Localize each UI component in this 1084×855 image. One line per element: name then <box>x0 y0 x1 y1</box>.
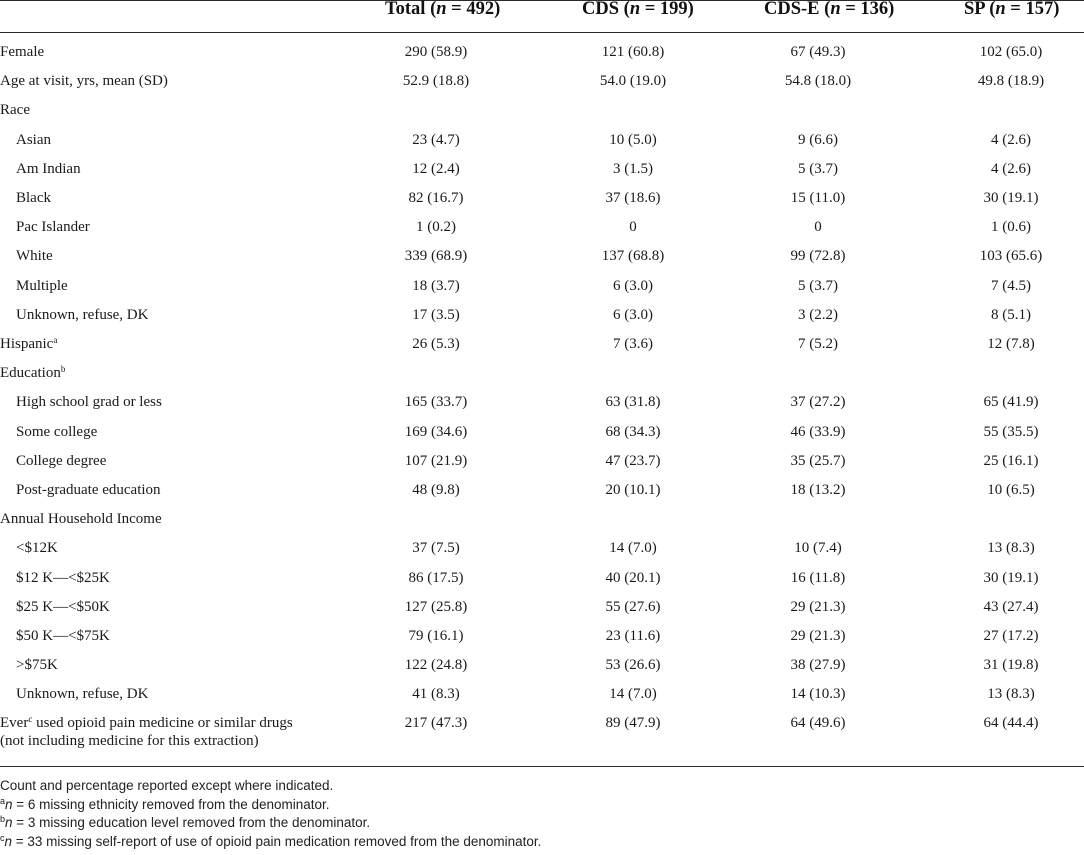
table-cell: 7 (5.2) <box>798 336 838 352</box>
table-row <box>0 67 1084 96</box>
table-row <box>0 680 1084 709</box>
table-cell: 38 (27.9) <box>790 657 846 674</box>
table-cell: 52.9 (18.8) <box>402 73 470 90</box>
row-label-second-line: (not including medicine for this extraction) <box>0 732 259 749</box>
row-label-text: Hispanic <box>0 336 54 352</box>
table-row <box>0 301 1084 330</box>
table-cell: 14 (7.0) <box>609 540 657 557</box>
table-cell: 18 (13.2) <box>790 482 846 498</box>
row-label <box>16 301 148 330</box>
table-top-rule <box>0 0 1084 1</box>
table-row <box>0 155 1084 184</box>
row-label <box>16 593 110 622</box>
row-label <box>16 680 148 709</box>
table-row <box>0 593 1084 622</box>
row-label-text: Am Indian <box>16 160 81 177</box>
row-label <box>16 388 162 417</box>
n-symbol: n <box>5 796 13 812</box>
table-cell: 27 (17.2) <box>983 628 1039 644</box>
table-cell: 49.8 (18.9) <box>977 73 1045 90</box>
table-cell: 13 (8.3) <box>987 540 1035 557</box>
table-cell: 86 (17.5) <box>408 569 464 586</box>
table-row <box>0 447 1084 476</box>
table-cell: 16 (11.8) <box>790 569 846 586</box>
table-cell: 82 (16.7) <box>408 190 464 206</box>
table-cell: 5 (3.7) <box>798 277 838 294</box>
row-label <box>16 447 106 476</box>
table-cell: 13 (8.3) <box>987 686 1035 703</box>
table-cell: 30 (19.1) <box>983 190 1039 206</box>
column-header-total-label: Total <box>385 0 426 19</box>
row-label <box>16 213 90 242</box>
row-label-text: Pac Islander <box>16 219 90 236</box>
row-label <box>16 651 58 680</box>
column-header-total: Total (n = 492) <box>385 0 501 19</box>
table-cell: 10 (6.5) <box>987 482 1035 498</box>
table-row <box>0 710 1084 756</box>
table-cell: 31 (19.8) <box>983 657 1039 674</box>
n-symbol: n <box>995 0 1006 19</box>
table-cell: 46 (33.9) <box>790 423 846 440</box>
table-cell: 53 (26.6) <box>605 657 661 674</box>
footnote-text: = 6 missing ethnicity removed from the denominator. <box>12 796 330 812</box>
table-cell: 29 (21.3) <box>790 598 846 615</box>
row-label-text-continued: used opioid pain medicine or similar drugs <box>32 714 293 731</box>
footnote-b <box>0 814 541 833</box>
table-cell: 339 (68.9) <box>404 248 468 265</box>
table-cell: 89 (47.9) <box>605 714 661 731</box>
column-header-cds: CDS (n = 199) <box>582 0 694 19</box>
footnote-mark: c <box>0 832 5 843</box>
row-label <box>16 534 58 563</box>
row-label-text: Female <box>0 44 45 60</box>
row-label <box>16 155 81 184</box>
table-cell: 25 (16.1) <box>983 452 1039 469</box>
footnote-a <box>0 796 541 815</box>
table-cell: 15 (11.0) <box>790 190 846 206</box>
table-cell: 7 (4.5) <box>991 277 1031 294</box>
table-row <box>0 242 1084 271</box>
row-label-text: <$12K <box>16 540 58 557</box>
table-cell: 23 (11.6) <box>605 628 661 644</box>
footnote-mark: b <box>0 814 6 824</box>
table-row <box>0 38 1084 67</box>
table-cell: 79 (16.1) <box>408 628 464 644</box>
table-cell: 64 (49.6) <box>790 714 846 731</box>
table-cell: 54.8 (18.0) <box>784 73 852 90</box>
footnote-text: = 3 missing education level removed from the denominator. <box>12 815 371 830</box>
table-row <box>0 505 1084 534</box>
footnote-marker: c <box>28 713 33 724</box>
table-cell: 64 (44.4) <box>983 714 1039 731</box>
table-row <box>0 388 1084 417</box>
table-cell: 6 (3.0) <box>613 306 653 323</box>
row-label <box>0 67 168 96</box>
table-row <box>0 184 1084 213</box>
row-label-text: High school grad or less <box>16 394 162 411</box>
table-cell: 99 (72.8) <box>790 248 846 265</box>
column-header-total-n: 492 <box>466 0 495 19</box>
column-header-cds-e-label: CDS-E <box>764 0 820 19</box>
table-cell: 37 (18.6) <box>605 190 661 206</box>
table-cell: 137 (68.8) <box>601 248 665 265</box>
table-row <box>0 564 1084 593</box>
footnote-general: Count and percentage reported except where indicated. <box>0 778 334 793</box>
table-cell: 3 (1.5) <box>613 160 653 177</box>
table-cell: 26 (5.3) <box>412 336 460 352</box>
table-row <box>0 213 1084 242</box>
table-cell: 169 (34.6) <box>404 423 468 440</box>
table-cell: 0 <box>629 219 637 236</box>
n-symbol: n <box>436 0 447 19</box>
n-symbol: n <box>629 0 641 19</box>
table-cell: 37 (27.2) <box>790 394 846 411</box>
table-row <box>0 126 1084 155</box>
footnote-text: = 33 missing self-report of use of opioid pain medication removed from the denominator. <box>12 833 542 849</box>
table-row <box>0 476 1084 505</box>
table-cell: 9 (6.6) <box>798 131 838 148</box>
table-cell: 48 (9.8) <box>412 482 460 498</box>
column-header-sp-n: 157 <box>1025 0 1054 19</box>
footnote-marker: b <box>60 364 66 375</box>
table-cell: 47 (23.7) <box>605 452 661 469</box>
n-symbol: n <box>4 833 13 849</box>
n-symbol: n <box>830 0 841 19</box>
row-label-text: Multiple <box>16 277 68 294</box>
row-label-text: $50 K—<$75K <box>16 628 110 644</box>
equals-sign: = <box>451 0 462 19</box>
row-label <box>16 476 161 505</box>
table-cell: 18 (3.7) <box>412 277 460 294</box>
footnote-marker: a <box>53 335 58 345</box>
row-label-text: Race <box>0 102 30 119</box>
row-label-text: Education <box>0 365 61 382</box>
table-cell: 37 (7.5) <box>412 540 460 557</box>
table-cell: 55 (27.6) <box>605 598 661 615</box>
table-cell: 55 (35.5) <box>983 423 1039 440</box>
row-label-text: Unknown, refuse, DK <box>16 306 149 323</box>
table-cell: 41 (8.3) <box>412 686 460 703</box>
table-cell: 20 (10.1) <box>605 482 661 498</box>
row-label-text: Post-graduate education <box>16 482 161 498</box>
table-cell: 0 <box>814 219 822 236</box>
equals-sign: = <box>644 0 656 19</box>
column-header-cds-e-n: 136 <box>860 0 889 19</box>
table-row <box>0 622 1084 651</box>
table-cell: 29 (21.3) <box>790 628 846 644</box>
row-label-text: Ever <box>0 714 29 731</box>
row-label-text: White <box>16 248 53 265</box>
table-cell: 63 (31.8) <box>605 394 661 411</box>
table-cell: 12 (7.8) <box>987 336 1035 352</box>
table-cell: 102 (65.0) <box>979 44 1043 60</box>
row-label <box>16 184 51 213</box>
row-label <box>0 505 162 534</box>
row-label <box>16 272 68 301</box>
row-label <box>16 242 53 271</box>
table-bottom-rule <box>0 766 1084 767</box>
table-cell: 40 (20.1) <box>605 569 661 586</box>
equals-sign: = <box>845 0 856 19</box>
table-cell: 14 (10.3) <box>790 686 846 703</box>
table-cell: 43 (27.4) <box>983 598 1039 615</box>
table-row <box>0 359 1084 388</box>
table-cell: 107 (21.9) <box>404 452 468 469</box>
footnote-c <box>0 833 541 852</box>
table-cell: 35 (25.7) <box>790 452 846 469</box>
table-cell: 30 (19.1) <box>983 569 1039 586</box>
table-cell: 127 (25.8) <box>404 598 468 615</box>
table-cell: 7 (3.6) <box>613 336 653 352</box>
footnote-mark: a <box>0 795 6 806</box>
table-cell: 1 (0.2) <box>416 219 456 236</box>
table-cell: 8 (5.1) <box>991 306 1031 323</box>
row-label-text: Age at visit, yrs, mean (SD) <box>0 73 168 90</box>
table-cell: 290 (58.9) <box>404 44 468 60</box>
row-label-text: Unknown, refuse, DK <box>16 686 149 703</box>
table-cell: 10 (5.0) <box>609 131 657 148</box>
row-label <box>0 359 65 388</box>
equals-sign: = <box>1010 0 1021 19</box>
row-label-text: Black <box>16 190 51 206</box>
table-cell: 4 (2.6) <box>991 160 1031 177</box>
table-cell: 17 (3.5) <box>412 306 460 323</box>
row-label-text: Some college <box>16 423 98 440</box>
row-label <box>0 714 293 750</box>
table-cell: 217 (47.3) <box>404 714 468 731</box>
table-row <box>0 96 1084 125</box>
row-label-text: >$75K <box>16 657 58 674</box>
n-symbol: n <box>5 815 13 830</box>
table-cell: 68 (34.3) <box>605 423 661 440</box>
table-cell: 5 (3.7) <box>798 160 838 177</box>
row-label <box>0 96 30 125</box>
column-header-sp: SP (n = 157) <box>964 0 1060 19</box>
table-cell: 54.0 (19.0) <box>599 73 667 90</box>
table-cell: 10 (7.4) <box>794 540 842 557</box>
row-label-text: Asian <box>16 131 51 148</box>
table-row <box>0 272 1084 301</box>
row-label <box>16 622 110 651</box>
table-row <box>0 330 1084 359</box>
table-cell: 14 (7.0) <box>609 686 657 703</box>
table-header-rule <box>0 32 1084 33</box>
table-footnotes <box>0 777 541 851</box>
table-cell: 165 (33.7) <box>404 394 468 411</box>
row-label <box>0 38 44 67</box>
table-row <box>0 418 1084 447</box>
table-cell: 122 (24.8) <box>404 657 468 674</box>
row-label <box>16 126 51 155</box>
row-label-text: College degree <box>16 452 107 469</box>
row-label <box>16 418 97 447</box>
table-cell: 4 (2.6) <box>991 131 1031 148</box>
row-label-text: $25 K—<$50K <box>16 598 110 615</box>
row-label <box>16 564 110 593</box>
row-label <box>0 330 57 359</box>
table-cell: 65 (41.9) <box>983 394 1039 411</box>
table-row <box>0 651 1084 680</box>
column-header-cds-label: CDS <box>582 0 620 19</box>
table-cell: 12 (2.4) <box>412 160 460 177</box>
table-cell: 121 (60.8) <box>601 44 665 60</box>
table-cell: 6 (3.0) <box>613 277 653 294</box>
column-header-cds-n: 199 <box>659 0 688 19</box>
table-cell: 1 (0.6) <box>991 219 1031 236</box>
table-cell: 67 (49.3) <box>790 44 846 60</box>
row-label-text: Annual Household Income <box>0 511 162 528</box>
table-cell: 103 (65.6) <box>979 248 1043 265</box>
table-row <box>0 534 1084 563</box>
column-header-cds-e: CDS-E (n = 136) <box>764 0 895 19</box>
table-cell: 3 (2.2) <box>798 306 838 323</box>
table-cell: 23 (4.7) <box>412 131 460 148</box>
column-header-sp-label: SP <box>964 0 985 19</box>
row-label-text: $12 K—<$25K <box>16 569 110 586</box>
